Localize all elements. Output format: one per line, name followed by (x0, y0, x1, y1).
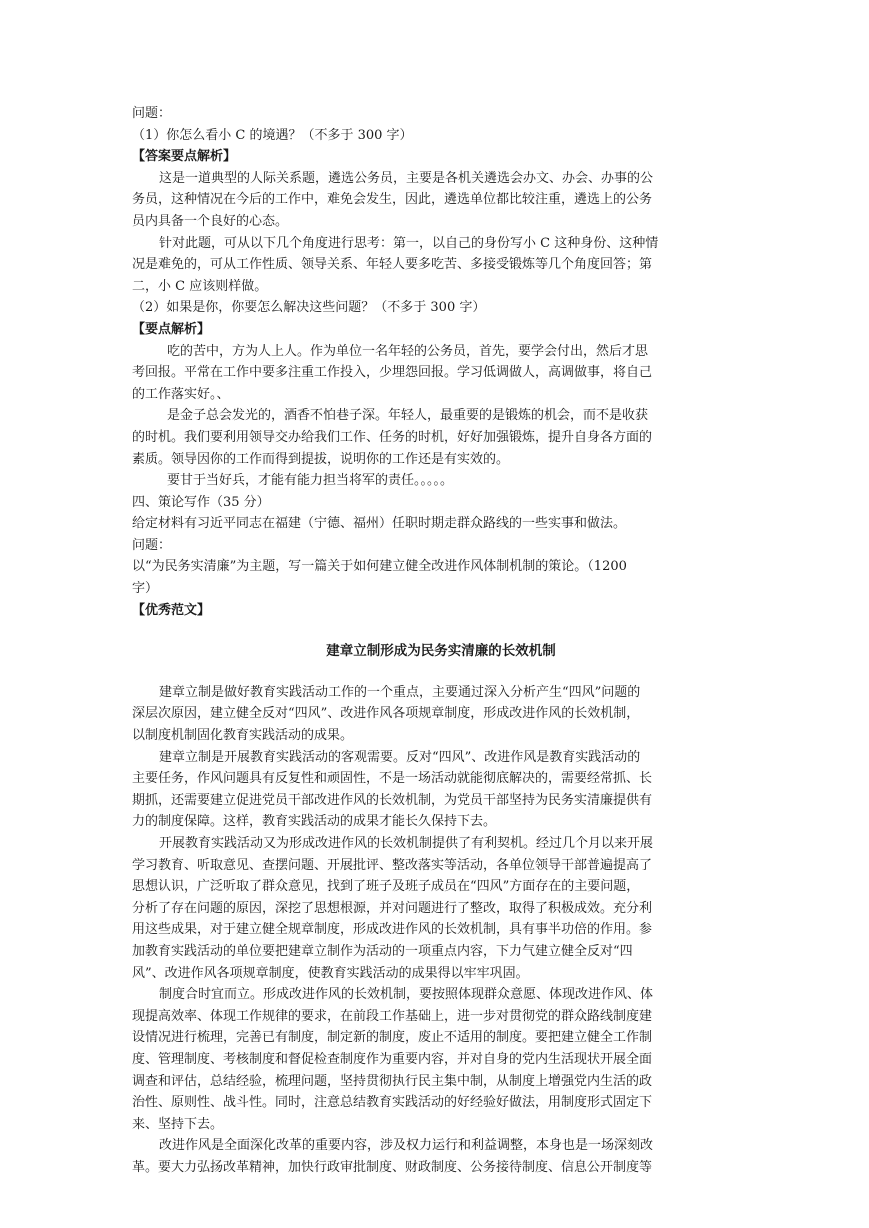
text-line: 度、管理制度、考核制度和督促检查制度作为重要内容，并对自身的党内生活现状开展全面 (132, 1051, 653, 1067)
text-line: 力的制度保障。这样，教育实践活动的成果才能长久保持下去。 (132, 814, 497, 830)
text-line: 加教育实践活动的单位要把建章立制作为活动的一项重点内容，下力气建立健全反对“四 (132, 943, 633, 959)
text-line: 学习教育、听取意见、查摆问题、开展批评、整改落实等活动，各单位领导干部普遍提高了 (132, 857, 653, 873)
text-line: 况是难免的，可从工作性质、领导关系、年轻人要多吃苦、多接受锻炼等几个角度回答；第 (132, 257, 653, 273)
answer-heading: 【答案要点解析】 (132, 149, 237, 165)
text-line: 字） (132, 581, 159, 597)
text-line: 用这些成果，对于建立健全规章制度，形成改进作风的长效机制，具有事半功倍的作用。参 (132, 922, 653, 938)
essay-paragraph-2 (132, 747, 742, 833)
essay-paragraph-1 (132, 682, 742, 747)
text-line: 务员，这种情况在今后的工作中，难免会发生，因此，遴选单位都比较注重，遴选上的公务 (132, 192, 653, 208)
text-line: 开展教育实践活动又为形成改进作风的长效机制提供了有利契机。经过几个月以来开展 (159, 836, 654, 851)
text-line: 改进作风是全面深化改革的重要内容，涉及权力运行和利益调整，本身也是一场深刻改 (159, 1138, 654, 1154)
essay-title: 建章立制形成为民务实清廉的长效机制 (326, 643, 556, 660)
text-line: 建章立制是做好教育实践活动工作的一个重点，主要通过深入分析产生“四风”问题的 (159, 684, 641, 700)
text-line: 建章立制是开展教育实践活动的客观需要。反对“四风”、改进作风是教育实践活动的 (159, 749, 641, 765)
document-page (132, 103, 742, 1179)
key-paragraph-2 (132, 405, 742, 470)
text-line: 考回报。平常在工作中要多注重工作投入，少埋怨回报。学习低调做人，高调做事，将自己 (132, 365, 653, 381)
text-line: 设情况进行梳理，完善已有制度，制定新的制度，废止不适用的制度。要把建立健全工作制 (132, 1030, 653, 1046)
text-line: 的工作落实好。、 (132, 386, 230, 402)
section-4-heading: 四、策论写作（35 分） (132, 494, 270, 510)
text-line: 员内具备一个良好的心态。 (132, 213, 289, 229)
text-line: 现提高效率、体现工作规律的要求，在前段工作基础上，进一步对贯彻党的群众路线制度建 (132, 1008, 653, 1024)
material-description: 给定材料有习近平同志在福建（宁德、福州）任职时期走群众路线的一些实事和做法。 (132, 516, 627, 532)
text-line: 的时机。我们要利用领导交办给我们工作、任务的时机，好好加强锻炼，提升自身各方面的 (132, 429, 653, 445)
essay-paragraph-5 (132, 1135, 742, 1178)
text-line: 以“为民务实清廉”为主题，写一篇关于如何建立健全改进作风体制机制的策论。（1200 (132, 559, 627, 575)
key-paragraph-1 (132, 341, 742, 406)
text-line: 调查和评估，总结经验，梳理问题，坚持贯彻执行民主集中制，从制度上增强党内生活的政 (132, 1073, 653, 1089)
questions-label: 问题： (132, 106, 172, 121)
question-2: （2）如果是你，你要怎么解决这些问题？（不多于 300 字） (132, 300, 486, 316)
text-line: 期抓，还需要建立促进党员干部改进作风的长效机制，为党员干部坚持为民务实清廉提供有 (132, 792, 653, 808)
text-line: 主要任务，作风问题具有反复性和顽固性，不是一场活动就能彻底解决的，需要经常抓、长 (132, 771, 653, 787)
text-line: 是金子总会发光的，酒香不怕巷子深。年轻人，最重要的是锻炼的机会，而不是收获 (167, 408, 649, 424)
text-line: 深层次原因，建立健全反对“四风”、改进作风各项规章制度，形成改进作风的长效机制， (132, 706, 640, 722)
text-line: 来、坚持下去。 (132, 1116, 224, 1132)
text-line: 以制度机制固化教育实践活动的成果。 (132, 728, 354, 744)
questions-label-2: 问题： (132, 537, 172, 553)
key-paragraph-3: 要甘于当好兵，才能有能力担当将军的责任。。。。。 (167, 473, 454, 489)
essay-paragraph-4 (132, 984, 742, 1135)
answer-paragraph-2 (132, 233, 742, 298)
text-line: 这是一道典型的人际关系题，遴选公务员，主要是各机关遴选会办文、办会、办事的公 (159, 170, 654, 186)
essay-paragraph-3 (132, 833, 742, 984)
text-line: 二，小 C 应该则样做。 (132, 278, 268, 294)
key-points-heading: 【要点解析】 (132, 321, 211, 337)
text-line: 针对此题，可从以下几个角度进行思考：第一，以自己的身份写小 C 这种身份、这种情 (159, 235, 659, 251)
question-1: （1）你怎么看小 C 的境遇？（不多于 300 字） (132, 127, 413, 143)
text-line: 素质。领导因你的工作而得到提拔，说明你的工作还是有实效的。 (132, 451, 510, 467)
answer-paragraph-1 (132, 168, 742, 233)
essay-heading: 【优秀范文】 (132, 602, 211, 618)
essay-task (132, 556, 742, 599)
text-line: 革。要大力弘扬改革精神，加快行政审批制度、财政制度、公务接待制度、信息公开制度等 (132, 1159, 653, 1175)
text-line: 思想认识，广泛听取了群众意见，找到了班子及班子成员在“四风”方面存在的主要问题， (132, 879, 640, 895)
text-line: 风”、改进作风各项规章制度，使教育实践活动的成果得以牢牢巩固。 (132, 965, 529, 981)
text-line: 制度合时宜而立。形成改进作风的长效机制，要按照体现群众意愿、体现改进作风、体 (159, 987, 654, 1003)
text-line: 吃的苦中，方为人上人。作为单位一名年轻的公务员，首先，要学会付出，然后才思 (167, 343, 649, 359)
text-line: 治性、原则性、战斗性。同时，注意总结教育实践活动的好经验好做法，用制度形式固定下 (132, 1095, 653, 1111)
text-line: 分析了存在问题的原因，深挖了思想根源，并对问题进行了整改，取得了积极成效。充分利 (132, 900, 653, 916)
